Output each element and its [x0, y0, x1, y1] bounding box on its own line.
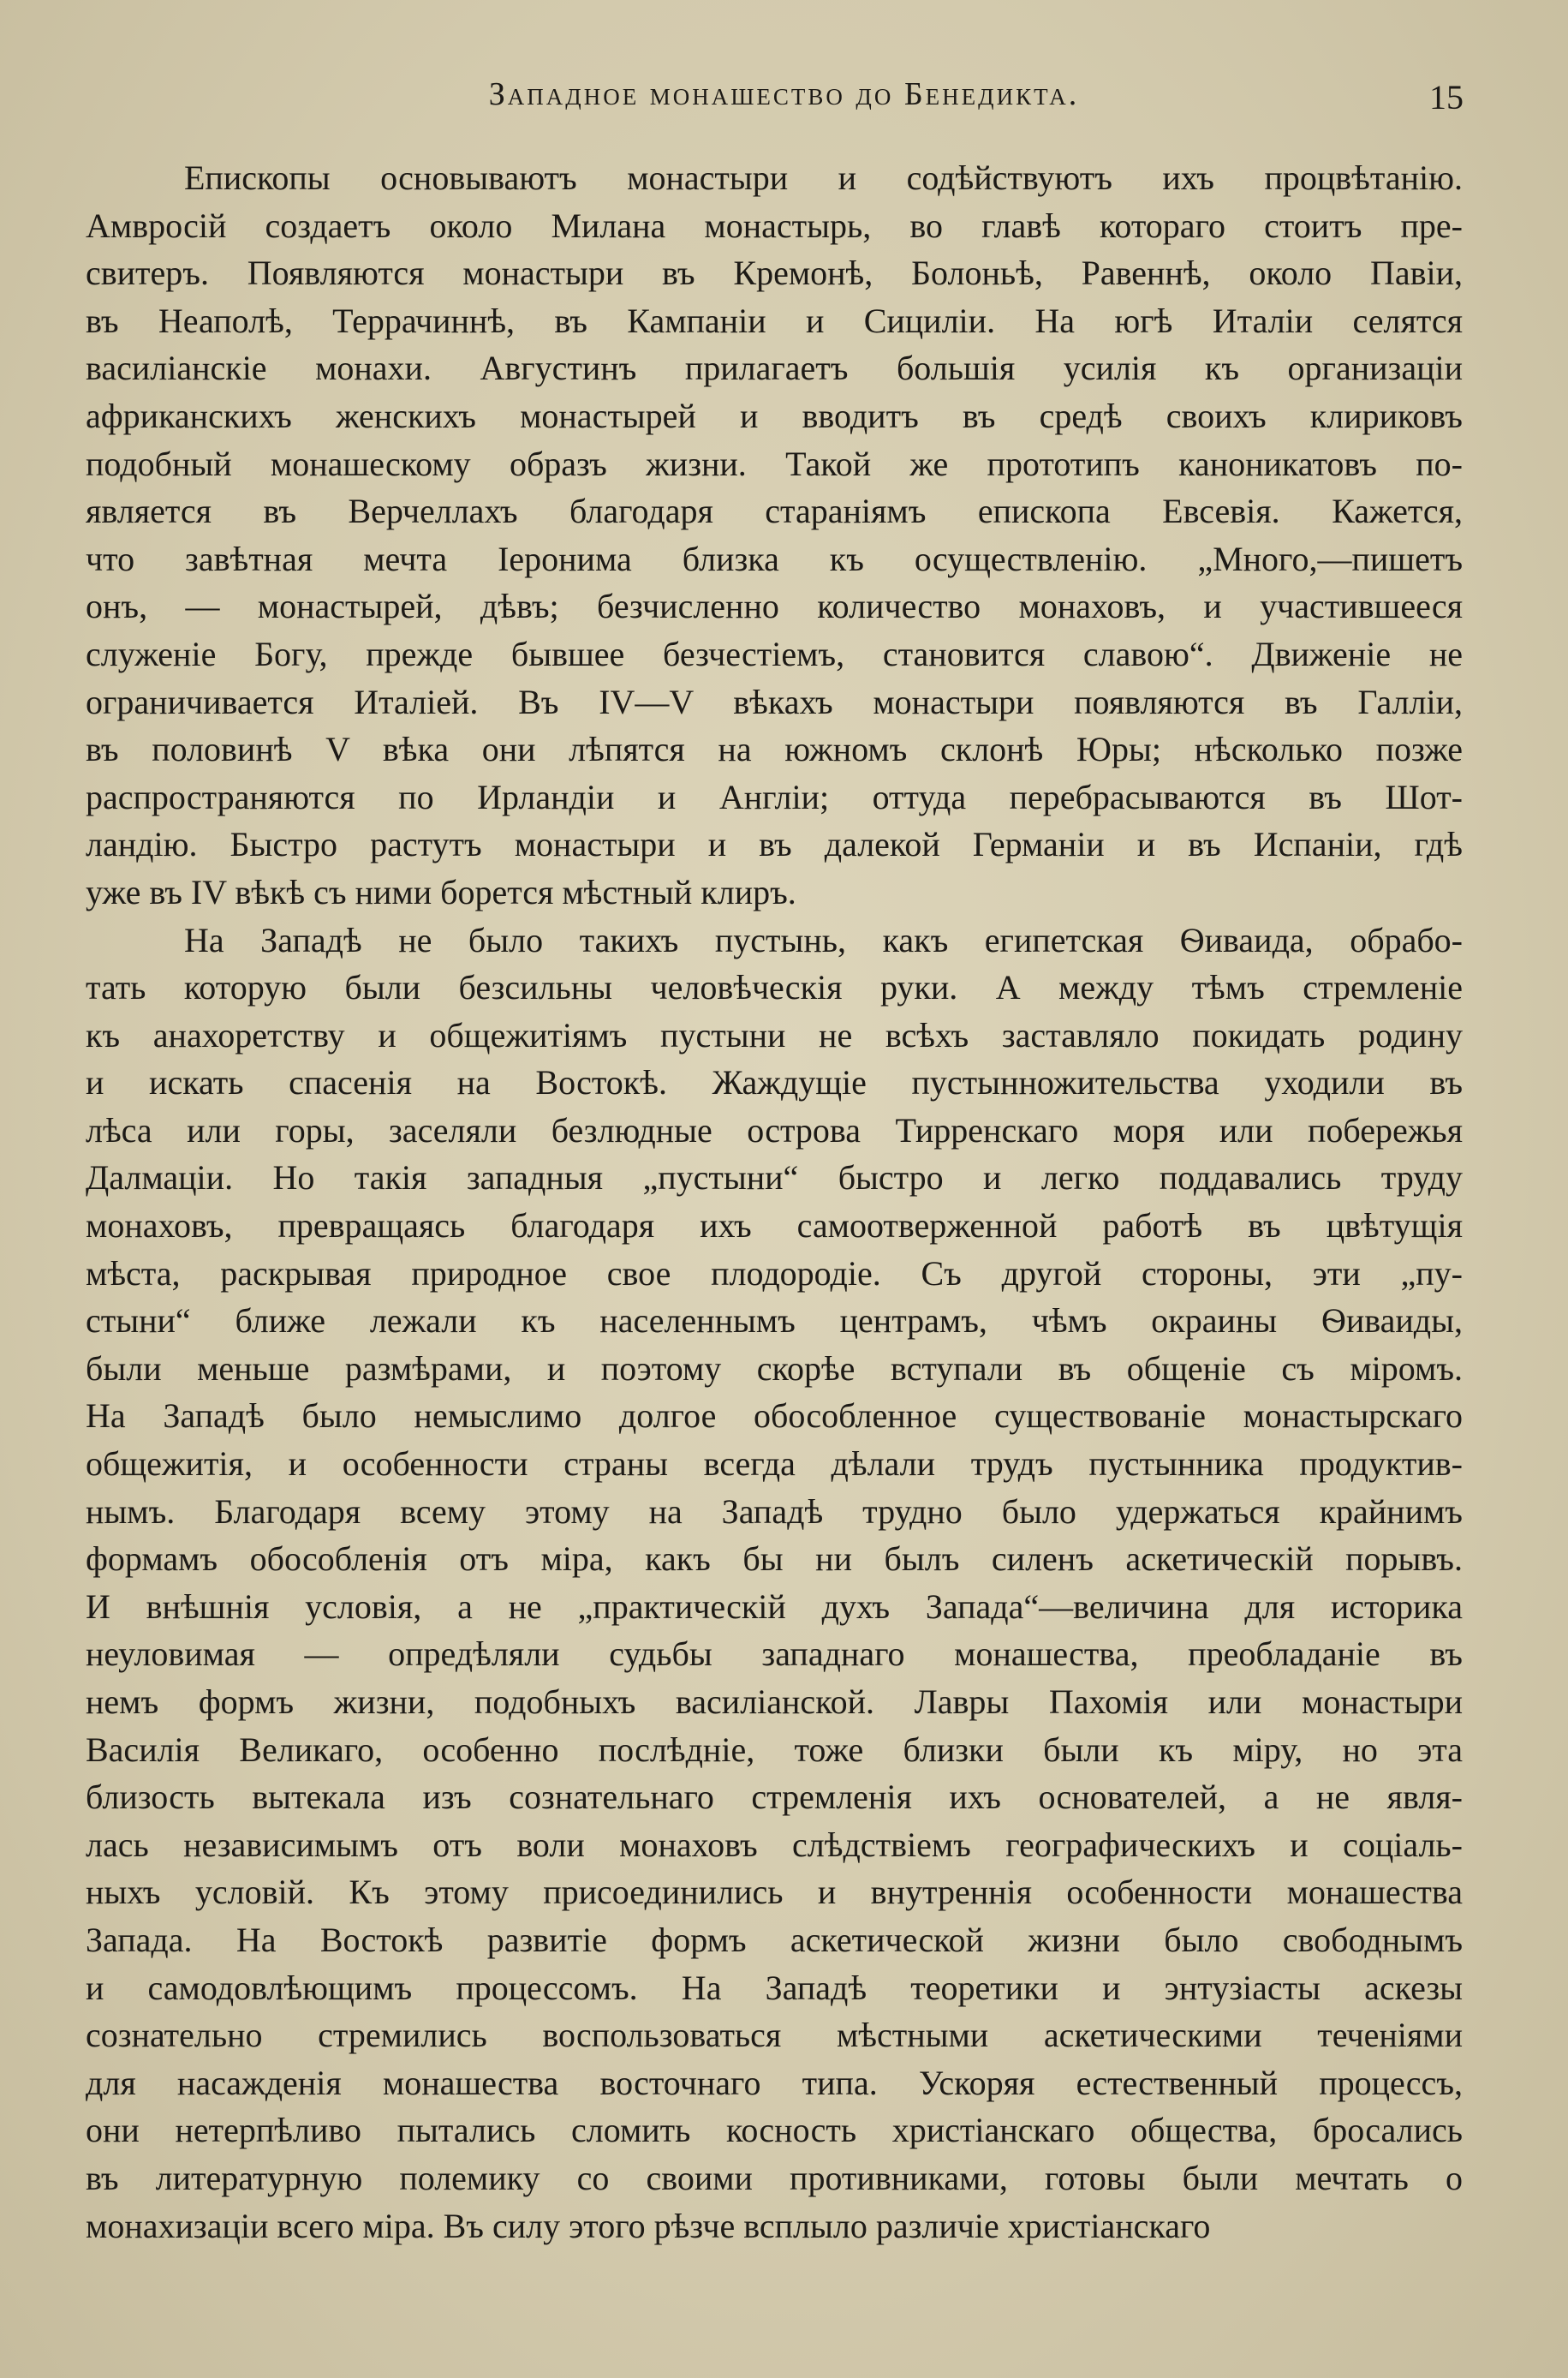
text-line: что завѣтная мечта Іеронима близка къ осуществленію. „Много,—пишетъ [86, 539, 1463, 578]
text-line: сознательно стремились воспользоваться мѣстными аскетическими теченіями [86, 2016, 1463, 2055]
text-line: лась независимымъ отъ воли монаховъ слѣдствіемъ географическихъ и соціаль- [86, 1825, 1463, 1864]
body-text [86, 154, 1463, 2250]
text-line: къ анахоретству и общежитіямъ пустыни не всѣхъ заставляло покидать родину [86, 1015, 1463, 1055]
text-line: На Западѣ было немыслимо долгое обособленное существованіе монастырскаго [86, 1396, 1463, 1436]
text-line: въ половинѣ V вѣка они лѣпятся на южномъ склонѣ Юры; нѣсколько позже [86, 730, 1463, 769]
paragraph [86, 917, 1463, 2250]
text-line: и искать спасенія на Востокѣ. Жаждущіе пустынножительства уходили въ [86, 1063, 1463, 1102]
text-line: близость вытекала изъ сознательнаго стремленія ихъ основателей, а не явля- [86, 1778, 1463, 1817]
text-line: стыни“ ближе лежали къ населеннымъ центрамъ, чѣмъ окраины Ѳиваиды, [86, 1301, 1463, 1341]
text-line: уже въ IV вѣкѣ съ ними борется мѣстный клиръ. [86, 872, 796, 911]
text-line: ограничивается Италіей. Въ IV—V вѣкахъ монастыри появляются въ Галліи, [86, 682, 1463, 721]
text-line: и самодовлѣющимъ процессомъ. На Западѣ теоретики и энтузіасты аскезы [86, 1968, 1463, 2007]
text-line: онъ, — монастырей, дѣвъ; безчисленно количество монаховъ, и участившееся [86, 587, 1463, 626]
page-number: 15 [1429, 78, 1464, 117]
text-line: И внѣшнія условія, а не „практическій духъ Запада“—величина для историка [86, 1586, 1463, 1626]
text-line: является въ Верчеллахъ благодаря стараніямъ епископа Евсевія. Кажется, [86, 492, 1463, 531]
text-line: формамъ обособленія отъ міра, какъ бы ни былъ силенъ аскетическій порывъ. [86, 1539, 1463, 1579]
text-line: ныхъ условій. Къ этому присоединились и внутреннія особенности монашества [86, 1873, 1463, 1912]
text-line: немъ формъ жизни, подобныхъ василіанской. Лавры Пахомія или монастыри [86, 1682, 1463, 1721]
text-line: распространяются по Ирландіи и Англіи; оттуда перебрасываются въ Шот- [86, 777, 1463, 816]
text-line: василіанскіе монахи. Августинъ прилагаетъ большія усилія къ организаціи [86, 349, 1463, 388]
text-line: были меньше размѣрами, и поэтому скорѣе вступали въ общеніе съ міромъ. [86, 1348, 1463, 1388]
text-line: На Западѣ не было такихъ пустынь, какъ египетская Ѳиваида, обрабо- [184, 920, 1463, 959]
text-line: Амвросій создаетъ около Милана монастырь, во главѣ котораго стоитъ пре- [86, 206, 1463, 245]
text-line: Далмаціи. Но такія западныя „пустыни“ быстро и легко поддавались труду [86, 1158, 1463, 1198]
running-title: Западное монашество до Бенедикта. [488, 76, 1080, 112]
text-line: свитеръ. Появляются монастыри въ Кремонѣ, Болоньѣ, Равеннѣ, около Павіи, [86, 254, 1463, 293]
text-line: монахизаціи всего міра. Въ силу этого рѣзче всплыло различіе христіанскаго [86, 2206, 1211, 2245]
paragraphs [86, 154, 1463, 2250]
text-line: Епископы основываютъ монастыри и содѣйствуютъ ихъ процвѣтанію. [184, 158, 1463, 197]
page-header [0, 75, 1568, 127]
text-line: въ литературную полемику со своими противниками, готовы были мечтать о [86, 2158, 1463, 2197]
text-line: тать которую были безсильны человѣческія руки. А между тѣмъ стремленіе [86, 968, 1463, 1007]
text-line: подобный монашескому образъ жизни. Такой же прототипъ каноникатовъ по- [86, 444, 1463, 483]
text-line: Василія Великаго, особенно послѣдніе, тоже близки были къ міру, но эта [86, 1730, 1463, 1769]
text-line: монаховъ, превращаясь благодаря ихъ самоотверженной работѣ въ цвѣтущія [86, 1206, 1463, 1246]
text-line: лѣса или горы, заселяли безлюдные острова Тирренскаго моря или побережья [86, 1110, 1463, 1150]
text-line: неуловимая — опредѣляли судьбы западнаго монашества, преобладаніе въ [86, 1634, 1463, 1674]
text-line: они нетерпѣливо пытались сломить косность христіанскаго общества, бросались [86, 2111, 1463, 2150]
text-line: для насажденія монашества восточнаго типа. Ускоряя естественный процессъ, [86, 2063, 1463, 2102]
paragraph [86, 154, 1463, 917]
text-line: Запада. На Востокѣ развитіе формъ аскетической жизни было свободнымъ [86, 1920, 1463, 1959]
text-line: мѣста, раскрывая природное свое плодородіе. Съ другой стороны, эти „пу- [86, 1253, 1463, 1293]
text-line: ландію. Быстро растутъ монастыри и въ далекой Германіи и въ Испаніи, гдѣ [86, 825, 1463, 864]
text-line: въ Неаполѣ, Террачиннѣ, въ Кампаніи и Сициліи. На югѣ Италіи селятся [86, 301, 1463, 340]
text-line: общежитія, и особенности страны всегда дѣлали трудъ пустынника продуктив- [86, 1444, 1463, 1484]
text-line: нымъ. Благодаря всему этому на Западѣ трудно было удержаться крайнимъ [86, 1491, 1463, 1531]
text-line: африканскихъ женскихъ монастырей и вводитъ въ средѣ своихъ клириковъ [86, 396, 1463, 435]
text-line: служеніе Богу, прежде бывшее безчестіемъ, становится славою“. Движеніе не [86, 634, 1463, 673]
